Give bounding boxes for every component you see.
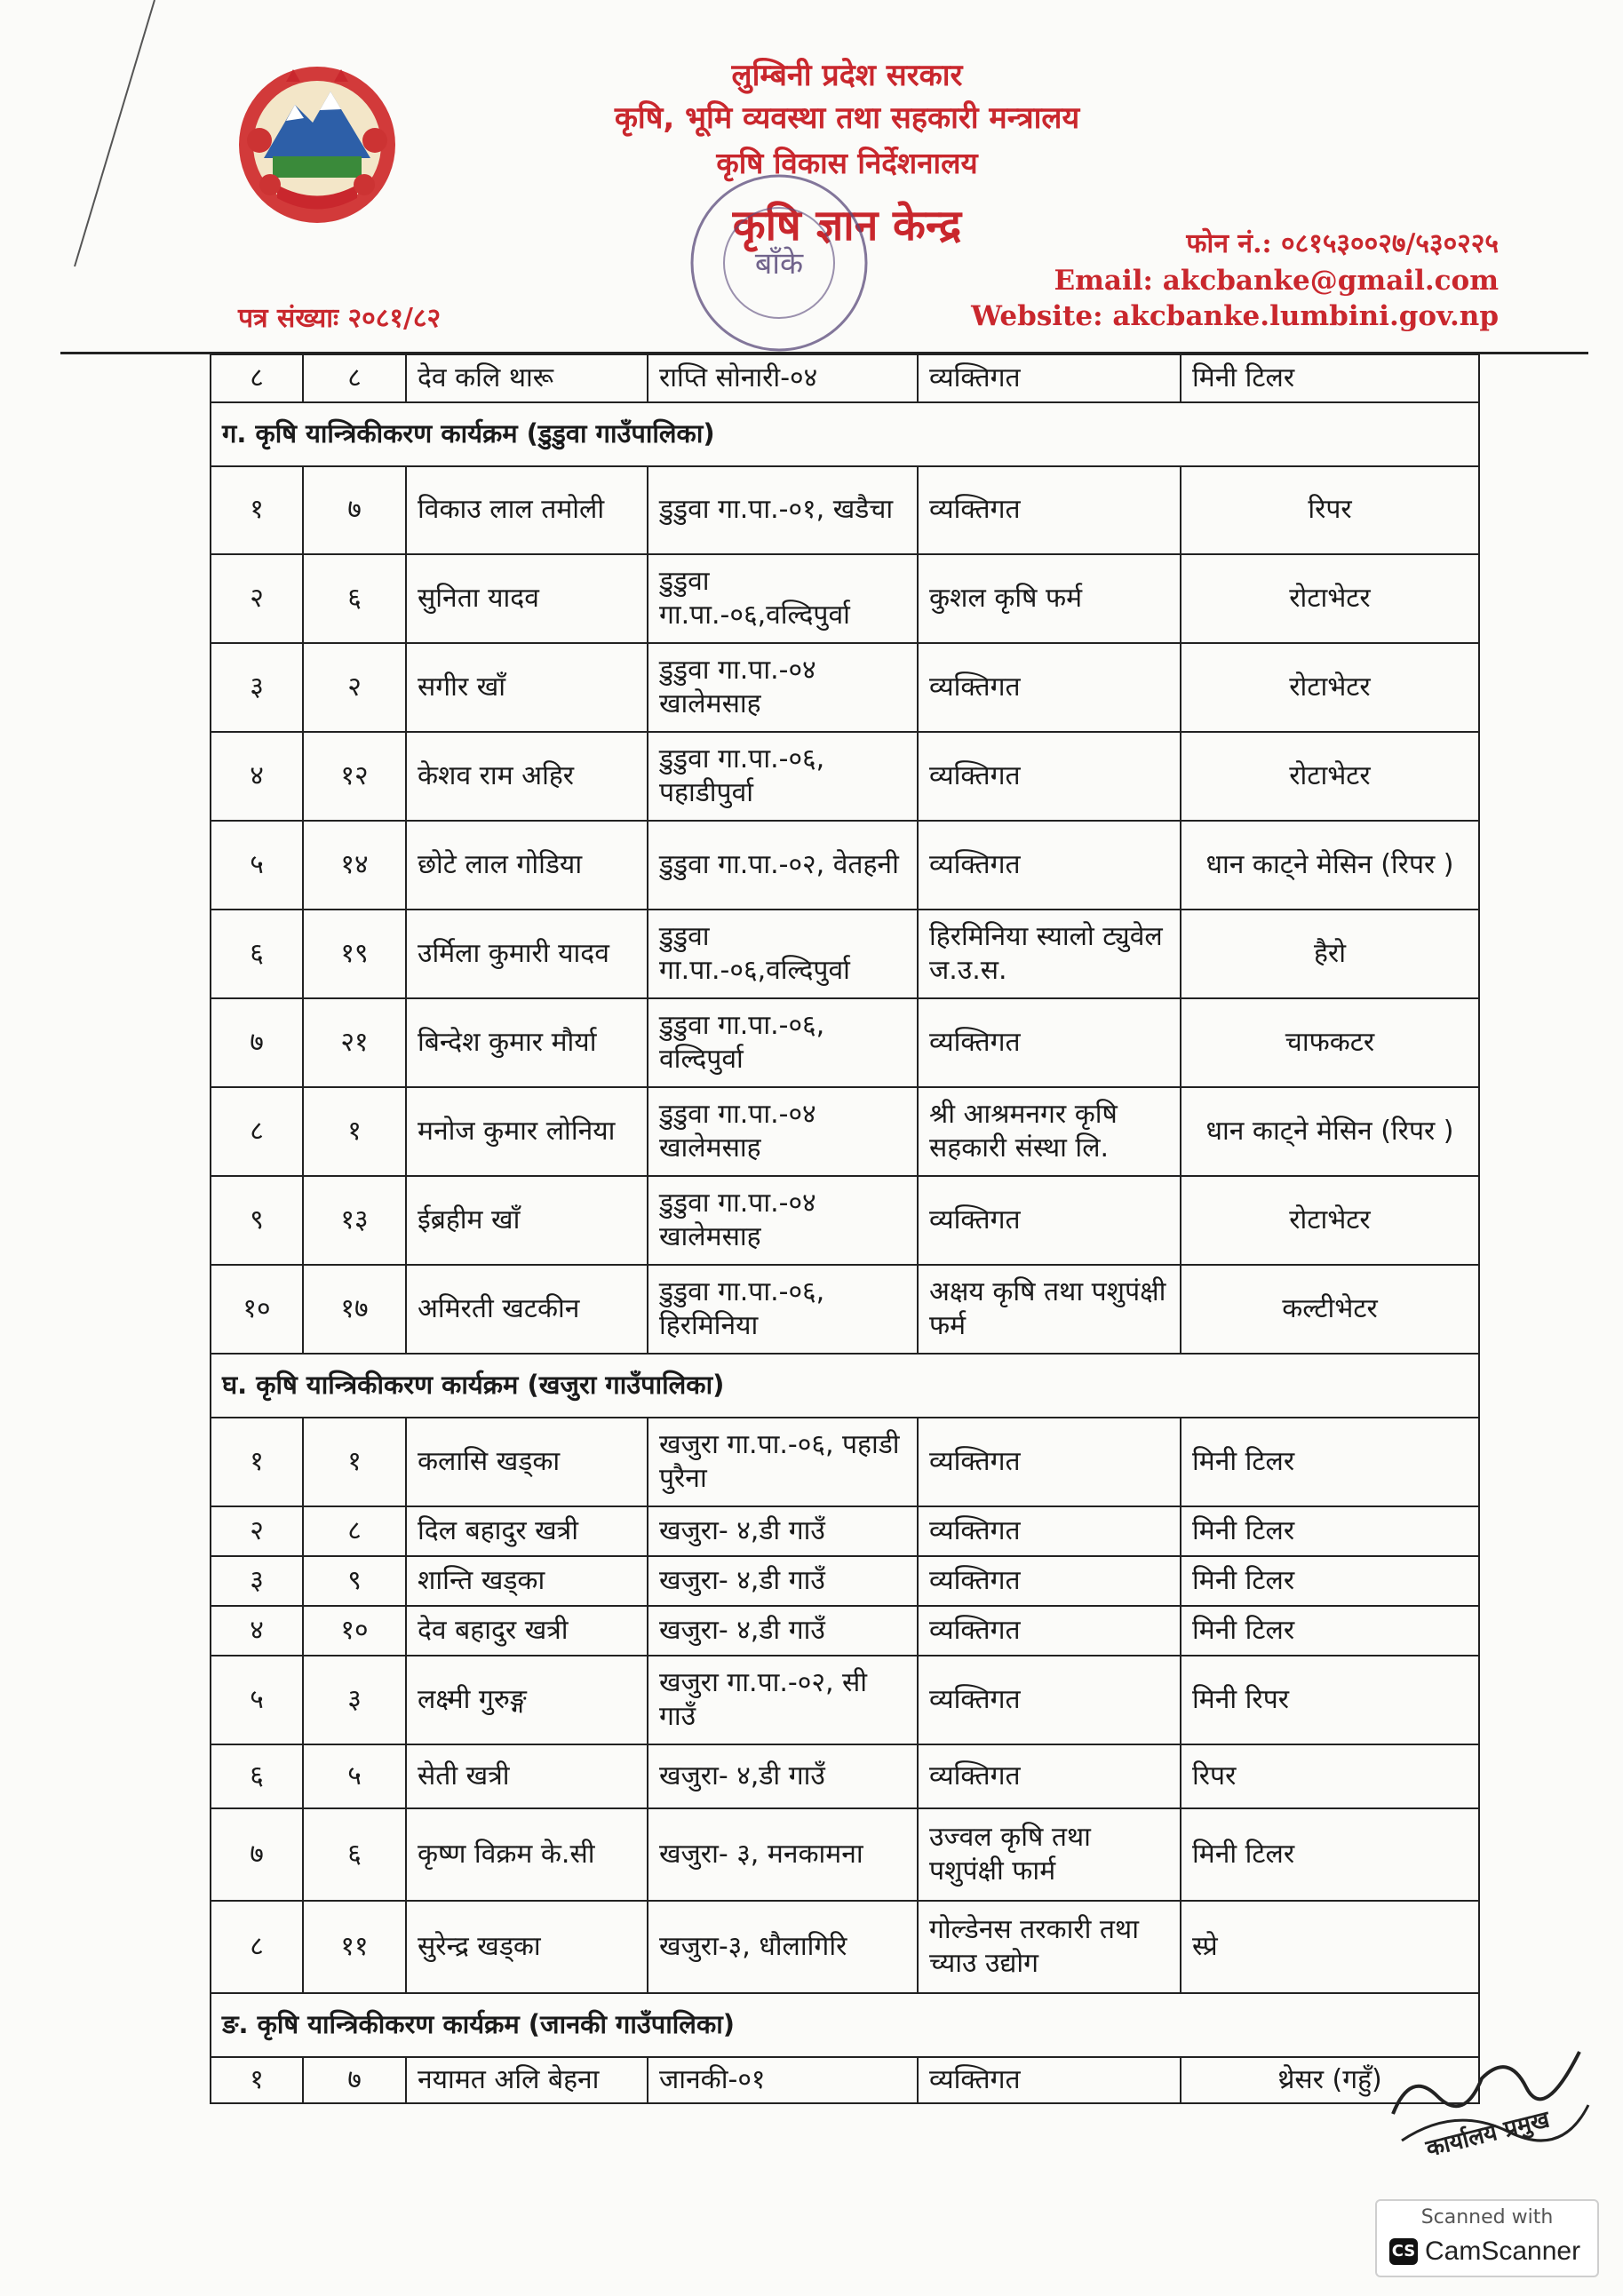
serial-number-cell: २ [211,554,303,643]
application-number-cell: ९ [303,1556,406,1606]
address-cell: जानकी-०१ [648,2057,918,2103]
serial-number-cell: ८ [211,354,303,402]
applicant-type-cell: व्यक्तिगत [918,1418,1181,1506]
table-row [211,910,1479,998]
address-cell: डुडुवा गा.पा.-०१, खडैचा [648,466,918,554]
serial-number-cell: ३ [211,643,303,732]
beneficiary-name-cell: देव कलि थारू [406,354,648,402]
table-row [211,1744,1479,1808]
letterhead-line-3: कृषि विकास निर्देशनालय [716,146,978,180]
table-row [211,1087,1479,1176]
applicant-type-cell: व्यक्तिगत [918,354,1181,402]
address-cell: खजुरा-३, धौलागिरि [648,1901,918,1993]
beneficiary-name-cell: दिल बहादुर खत्री [406,1506,648,1556]
address-cell: खजुरा- ४,डी गाउँ [648,1556,918,1606]
applicant-type-cell: हिरमिनिया स्यालो ट्युवेल ज.उ.स. [918,910,1181,998]
section-heading: ग. कृषि यान्त्रिकीकरण कार्यक्रम (डुडुवा गाउँपालिका) [211,402,1479,466]
application-number-cell: ५ [303,1744,406,1808]
address-cell: खजुरा- ४,डी गाउँ [648,1606,918,1656]
address-cell: डुडुवा गा.पा.-०४ खालेमसाह [648,643,918,732]
table-row [211,466,1479,554]
serial-number-cell: २ [211,1506,303,1556]
signature-stamp-icon [1375,2016,1597,2167]
equipment-cell: थ्रेसर (गहुँ) [1181,2057,1479,2103]
equipment-cell: कल्टीभेटर [1181,1265,1479,1354]
applicant-type-cell: उज्वल कृषि तथा पशुपंक्षी फार्म [918,1808,1181,1901]
application-number-cell: ३ [303,1656,406,1744]
table-row [211,554,1479,643]
table-row [211,1656,1479,1744]
applicant-type-cell: व्यक्तिगत [918,998,1181,1087]
equipment-cell: रोटाभेटर [1181,643,1479,732]
beneficiary-name-cell: देव बहादुर खत्री [406,1606,648,1656]
serial-number-cell: ७ [211,998,303,1087]
serial-number-cell: १ [211,2057,303,2103]
section-heading: ङ. कृषि यान्त्रिकीकरण कार्यक्रम (जानकी गाउँपालिका) [211,1993,1479,2057]
application-number-cell: १४ [303,821,406,910]
applicant-type-cell: व्यक्तिगत [918,643,1181,732]
table-row [211,354,1479,402]
beneficiary-name-cell: लक्ष्मी गुरुङ्ग [406,1656,648,1744]
applicant-type-cell: व्यक्तिगत [918,821,1181,910]
applicant-type-cell: व्यक्तिगत [918,1556,1181,1606]
table-row [211,821,1479,910]
serial-number-cell: ९ [211,1176,303,1265]
section-heading-row [211,1354,1479,1418]
applicant-type-cell: गोल्डेनस तरकारी तथा च्याउ उद्योग [918,1901,1181,1993]
letterhead-line-4: कृषि ज्ञान केन्द्र [732,201,962,250]
beneficiary-name-cell: उर्मिला कुमारी यादव [406,910,648,998]
equipment-cell: मिनी टिलर [1181,1556,1479,1606]
applicant-type-cell: अक्षय कृषि तथा पशुपंक्षी फर्म [918,1265,1181,1354]
beneficiary-name-cell: ईब्रहीम खाँ [406,1176,648,1265]
address-cell: डुडुवा गा.पा.-०६, हिरमिनिया [648,1265,918,1354]
table-row [211,998,1479,1087]
equipment-cell: रोटाभेटर [1181,732,1479,821]
application-number-cell: १३ [303,1176,406,1265]
beneficiary-name-cell: नयामत अलि बेहना [406,2057,648,2103]
serial-number-cell: ८ [211,1087,303,1176]
camscanner-badge [1375,2199,1599,2277]
letterhead-line-1: लुम्बिनी प्रदेश सरकार [731,58,963,93]
equipment-cell: रोटाभेटर [1181,554,1479,643]
application-number-cell: ६ [303,554,406,643]
svg-text:कार्यालय प्रमुख: कार्यालय प्रमुख [1423,2106,1553,2163]
address-cell: डुडुवा गा.पा.-०६,वल्दिपुर्वा [648,910,918,998]
beneficiary-name-cell: सेती खत्री [406,1744,648,1808]
application-number-cell: ७ [303,466,406,554]
applicant-type-cell: व्यक्तिगत [918,1744,1181,1808]
beneficiary-name-cell: छोटे लाल गोडिया [406,821,648,910]
beneficiary-name-cell: सुनिता यादव [406,554,648,643]
address-cell: डुडुवा गा.पा.-०६, वल्दिपुर्वा [648,998,918,1087]
beneficiary-name-cell: मनोज कुमार लोनिया [406,1087,648,1176]
application-number-cell: १९ [303,910,406,998]
applicant-type-cell: व्यक्तिगत [918,1606,1181,1656]
equipment-cell: मिनी टिलर [1181,1506,1479,1556]
section-heading-row [211,402,1479,466]
serial-number-cell: ६ [211,1744,303,1808]
website-address: Website: akcbanke.lumbini.gov.np [971,300,1499,332]
address-cell: खजुरा गा.पा.-०२, सी गाउँ [648,1656,918,1744]
application-number-cell: ८ [303,354,406,402]
applicant-type-cell: श्री आश्रमनगर कृषि सहकारी संस्था लि. [918,1087,1181,1176]
address-cell: डुडुवा गा.पा.-०६, पहाडीपुर्वा [648,732,918,821]
serial-number-cell: १० [211,1265,303,1354]
equipment-cell: मिनी टिलर [1181,1418,1479,1506]
table-row [211,1901,1479,1993]
application-number-cell: १२ [303,732,406,821]
equipment-cell: चाफकटर [1181,998,1479,1087]
beneficiary-name-cell: कृष्ण विक्रम के.सी [406,1808,648,1901]
table-row [211,1556,1479,1606]
table-row [211,1418,1479,1506]
application-number-cell: १७ [303,1265,406,1354]
application-number-cell: ११ [303,1901,406,1993]
beneficiary-name-cell: सुरेन्द्र खड्का [406,1901,648,1993]
serial-number-cell: ४ [211,732,303,821]
equipment-cell: हैरो [1181,910,1479,998]
section-heading-row [211,1993,1479,2057]
beneficiary-name-cell: बिन्देश कुमार मौर्या [406,998,648,1087]
office-stamp-icon [659,165,899,361]
letter-reference-number: पत्र संख्याः २०८१/८२ [238,303,442,334]
beneficiary-name-cell: शान्ति खड्का [406,1556,648,1606]
applicant-type-cell: व्यक्तिगत [918,732,1181,821]
equipment-cell: रोटाभेटर [1181,1176,1479,1265]
address-cell: डुडुवा गा.पा.-०२, वेतहनी [648,821,918,910]
serial-number-cell: १ [211,1418,303,1506]
beneficiary-name-cell: केशव राम अहिर [406,732,648,821]
application-number-cell: ८ [303,1506,406,1556]
table-row [211,1176,1479,1265]
applicant-type-cell: व्यक्तिगत [918,1656,1181,1744]
application-number-cell: ६ [303,1808,406,1901]
beneficiary-name-cell: अमिरती खटकीन [406,1265,648,1354]
serial-number-cell: ५ [211,1656,303,1744]
address-cell: खजुरा- ४,डी गाउँ [648,1506,918,1556]
application-number-cell: ७ [303,2057,406,2103]
application-number-cell: १० [303,1606,406,1656]
equipment-cell: रिपर [1181,1744,1479,1808]
equipment-cell: धान काट्ने मेसिन (रिपर ) [1181,1087,1479,1176]
applicant-type-cell: कुशल कृषि फर्म [918,554,1181,643]
letterhead-line-2: कृषि, भूमि व्यवस्था तथा सहकारी मन्त्रालय [614,100,1080,136]
table-row [211,1606,1479,1656]
applicant-type-cell: व्यक्तिगत [918,1506,1181,1556]
email-address: Email: akcbanke@gmail.com [1054,265,1499,297]
table-row [211,643,1479,732]
equipment-cell: मिनी टिलर [1181,1808,1479,1901]
serial-number-cell: ५ [211,821,303,910]
address-cell: खजुरा गा.पा.-०६, पहाडी पुरैना [648,1418,918,1506]
beneficiary-name-cell: कलासि खड्का [406,1418,648,1506]
table-row [211,1506,1479,1556]
serial-number-cell: ४ [211,1606,303,1656]
equipment-cell: मिनी रिपर [1181,1656,1479,1744]
address-cell: डुडुवा गा.पा.-०४ खालेमसाह [648,1087,918,1176]
section-heading: घ. कृषि यान्त्रिकीकरण कार्यक्रम (खजुरा गाउँपालिका) [211,1354,1479,1418]
application-number-cell: १ [303,1418,406,1506]
serial-number-cell: ३ [211,1556,303,1606]
equipment-cell: धान काट्ने मेसिन (रिपर ) [1181,821,1479,910]
beneficiary-name-cell: सगीर खाँ [406,643,648,732]
address-cell: खजुरा- ४,डी गाउँ [648,1744,918,1808]
camscanner-logo-icon: CS [1389,2238,1418,2265]
equipment-cell: रिपर [1181,466,1479,554]
address-cell: डुडुवा गा.पा.-०६,वल्दिपुर्वा [648,554,918,643]
scanned-with-label: Scanned with [1420,2206,1554,2228]
equipment-cell: मिनी टिलर [1181,354,1479,402]
beneficiary-name-cell: विकाउ लाल तमोली [406,466,648,554]
equipment-cell: मिनी टिलर [1181,1606,1479,1656]
application-number-cell: २१ [303,998,406,1087]
serial-number-cell: ६ [211,910,303,998]
applicant-type-cell: व्यक्तिगत [918,466,1181,554]
address-cell: डुडुवा गा.पा.-०४ खालेमसाह [648,1176,918,1265]
serial-number-cell: ८ [211,1901,303,1993]
applicant-type-cell: व्यक्तिगत [918,2057,1181,2103]
applicant-type-cell: व्यक्तिगत [918,1176,1181,1265]
camscanner-name: CamScanner [1425,2236,1581,2266]
table-row [211,732,1479,821]
serial-number-cell: ७ [211,1808,303,1901]
application-number-cell: २ [303,643,406,732]
serial-number-cell: १ [211,466,303,554]
phone-number: फोन नं.: ०८१५३००२७/५३०२२५ [1186,228,1499,259]
address-cell: राप्ति सोनारी-०४ [648,354,918,402]
application-number-cell: १ [303,1087,406,1176]
table-row [211,1265,1479,1354]
beneficiary-table [210,354,1480,2104]
equipment-cell: स्प्रे [1181,1901,1479,1993]
address-cell: खजुरा- ३, मनकामना [648,1808,918,1901]
table-row [211,1808,1479,1901]
svg-text:बाँके: बाँके [754,246,804,282]
table-row [211,2057,1479,2103]
